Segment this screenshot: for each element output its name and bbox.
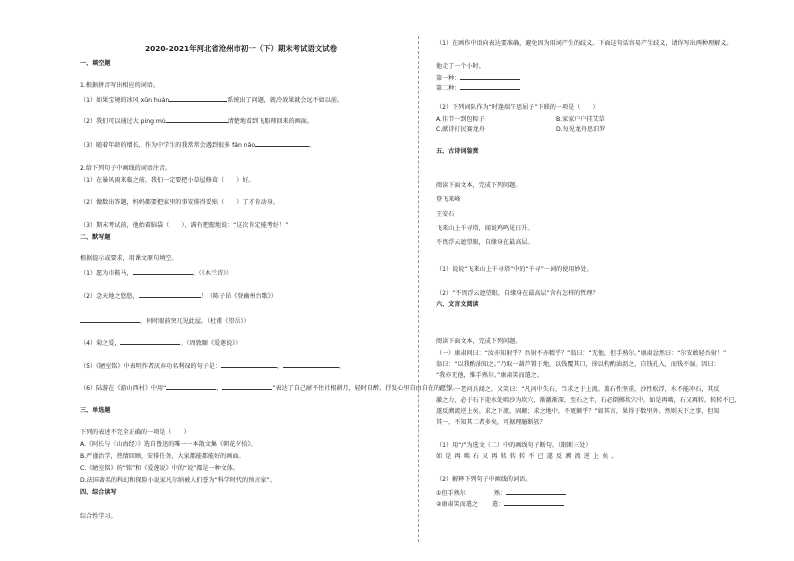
passage-1-line-2: 翁曰：“以我酌油知之。”乃取一葫芦置于地，以钱覆其口，徐以杓酌油沥之，自钱孔入，而钱不湿。因曰： [436, 361, 720, 368]
answer-blank[interactable] [506, 488, 566, 495]
q2-item-2: （2）做数出答题，妈妈都要把家里的事安排得妥贴（ ）了才肯动身。 [80, 199, 279, 206]
section-heading-integrated: 四、综合读写 [80, 489, 117, 496]
section-heading-classical: 六、文言文阅读 [436, 301, 479, 308]
classical-q2: （2）解释下列句子中画线的词语。 [436, 476, 532, 483]
dictation-stem: 根据提示或要求，用课文原句填空。 [80, 255, 178, 262]
r-q1-sentence: 他走了一个小时。 [436, 63, 485, 70]
passage-1-line-1: （一）康肃问曰：“汝亦知射乎？吾射不亦精乎？”翁曰：“无他，但手熟尔。”康肃忿然曰：“尔安敢轻吾射！” [436, 350, 727, 357]
integrated-intro: 综合性学习。 [80, 513, 117, 520]
answer-blank[interactable] [283, 361, 339, 368]
section-heading-fill: 一、填空题 [80, 60, 111, 67]
answer-blank[interactable] [139, 291, 201, 298]
answer-blank[interactable] [221, 361, 277, 368]
r-q2-c: C.献诗打民赛龙舟 [436, 126, 485, 133]
dictation-item-6: （6）陆游在《游山西村》中用“ ， ”表达了自己耐不住社根耕月，轻时自醉，抒发心里自由自在的愿望。 [80, 385, 459, 392]
answer-blank[interactable] [222, 383, 272, 390]
section-heading-single-choice: 三、单选题 [80, 407, 111, 414]
mc-option-a: A.《阿长与〈山海经〉》选自鲁迅的唯一一本散文集《朝花夕拾》。 [80, 441, 257, 448]
dictation-item-3: ，何时眼前突兀见此屋。（杜甫《望岳》） [80, 316, 250, 326]
answer-blank[interactable] [166, 116, 228, 123]
answer-blank[interactable] [120, 338, 180, 345]
classical-q1: （1）用“/”为选文（二）中的画线句子断句。（限断三处） [436, 442, 592, 449]
answer-blank[interactable] [80, 316, 140, 323]
classical-q2-a: ①但手熟尔 熟： [436, 488, 566, 498]
answer-blank[interactable] [166, 383, 216, 390]
q1-item-1: （1）如果宝境的冰风 xūn huán 系统出了问题，就冷效果就会远不如以前。 [80, 97, 344, 104]
q2-item-1: （1）在暴风雨来临之前，我们一定要把小草屋修葺（ ）好。 [80, 177, 255, 184]
answer-blank[interactable] [255, 140, 309, 147]
classical-q1-sentence: 如 是 再 啮 石 又 再 转 转 转 不 已 遂 反 溯 流 逆 上 矣 。 [436, 453, 619, 460]
dictation-item-1: （1）愿为市鞍马， 。（《木兰诗》） [80, 270, 233, 277]
passage-1-line-3: “我亦无他，惟手熟尔。”康肃笑而遣之。 [436, 372, 543, 379]
dictation-item-2: （2）念天地之悠悠， ！（陈子昂《登幽州台歌》） [80, 293, 277, 300]
r-q2-b: B.家家户户挂艾草 [556, 116, 605, 123]
r-q1-first: 第一种： [436, 73, 520, 83]
answer-blank[interactable] [460, 73, 520, 80]
r-q1-second: 第二种： [436, 83, 520, 93]
classical-q2-b: ②康肃笑而遣之 遣： [436, 499, 564, 509]
section-heading-poem: 五、古诗词鉴赏 [436, 148, 479, 155]
poem-stem: 阅读下面文本，完成下列问题。 [436, 182, 522, 189]
poem-author: 王安石 [436, 211, 455, 218]
classical-stem: 阅读下面文本，完成下列问题。 [436, 338, 522, 345]
dictation-item-5: （5）《陋室铭》中表明作者厌弃功名利禄的句子是： ， 。 [80, 363, 346, 370]
mc-option-c: C.《陋室铭》的“铭”和《爱莲说》中的“说”都是一种文体。 [80, 465, 239, 472]
dictation-item-4: （4）菊之爱， 。（周敦颐《爱莲说》） [80, 340, 242, 347]
q2-item-3: （3）期末考试前，他抬着脑袋（ ），满有把握地说：“这次肯定能考好！” [80, 222, 289, 229]
answer-blank[interactable] [504, 499, 564, 506]
passage-2-line-1: （二）一老河兵闻之，又笑曰：“凡河中失石，当求之于上流。盖石性坚重，沙性松浮，水不能冲石，其反 [436, 386, 720, 393]
exam-title: 2020-2021年河北省沧州市初一（下）期末考试语文试卷 [144, 44, 338, 53]
answer-blank[interactable] [169, 95, 227, 102]
answer-blank[interactable] [460, 83, 520, 90]
answer-blank[interactable] [133, 268, 193, 275]
passage-2-line-3: 遂反溯流逆上矣。求之下流，固颠；求之地中，不更颠乎？”如其言，果得于数里外。然则天下之事，但知 [436, 408, 720, 415]
poem-line-1: 飞来山上千寻塔，闻说鸡鸣见日升。 [436, 225, 534, 232]
q1-item-2: （2）我们可以通过大 ping mù 清楚地看到飞船师回来的画面。 [80, 118, 313, 125]
mc-stem: 下列的表述不完全正确的一项是（ ） [80, 429, 190, 436]
r-q2-d: D.每见龙舟思汨罗 [556, 126, 606, 133]
passage-2-line-4: 其一，不知其二者多矣，可据理臆断欤？ [436, 419, 546, 426]
poem-q2: （2）“不畏浮云遮望眼，自缘身在最高层”含有怎样的哲理？ [436, 290, 599, 297]
q1-stem: 1.根据拼音写出相应的词语。 [80, 82, 159, 89]
r-q2-stem: （2）下列词队作为“时逢端午思屈子”下联的一项是（ ） [436, 104, 599, 111]
mc-option-b: B.严谨治学，热情回顾，安排任务，大家都能都能好的画面。 [80, 453, 245, 460]
section-heading-dictation: 二、默写题 [80, 234, 111, 241]
r-q1: （1）在画作中语向表达要准确，避免因为用词产生的歧义。下面这句话容易产生歧义，请你写出两种理解义。 [436, 40, 733, 47]
q1-item-3: （3）随着年龄的增长，作为中学生的我常常会遇到很多 fán nǎo 。 [80, 142, 316, 149]
poem-line-2: 不畏浮云遮望眼，自缘身在最高层。 [436, 239, 534, 246]
q2-stem: 2.给下列句子中画线的词语注音。 [80, 165, 172, 172]
poem-q1: （1）说说“飞来山上千寻塔”中的“千寻”一词的使用妙处。 [436, 266, 593, 273]
column-divider [418, 36, 419, 542]
r-q2-a: A.佳节一到包粽子 [436, 116, 485, 123]
poem-title: 登飞来峰 [436, 196, 461, 203]
passage-2-line-2: 激之力，必于石下迎水处啮沙为坎穴，渐激渐深，至石之半，石必倒掷坎穴中。如是再啮，石又再转。转转不已， [436, 397, 741, 404]
mc-option-d: D.法国著名的科幻和探险小说家凡尔纳被人们誉为“科学时代的预言家”。 [80, 477, 276, 484]
